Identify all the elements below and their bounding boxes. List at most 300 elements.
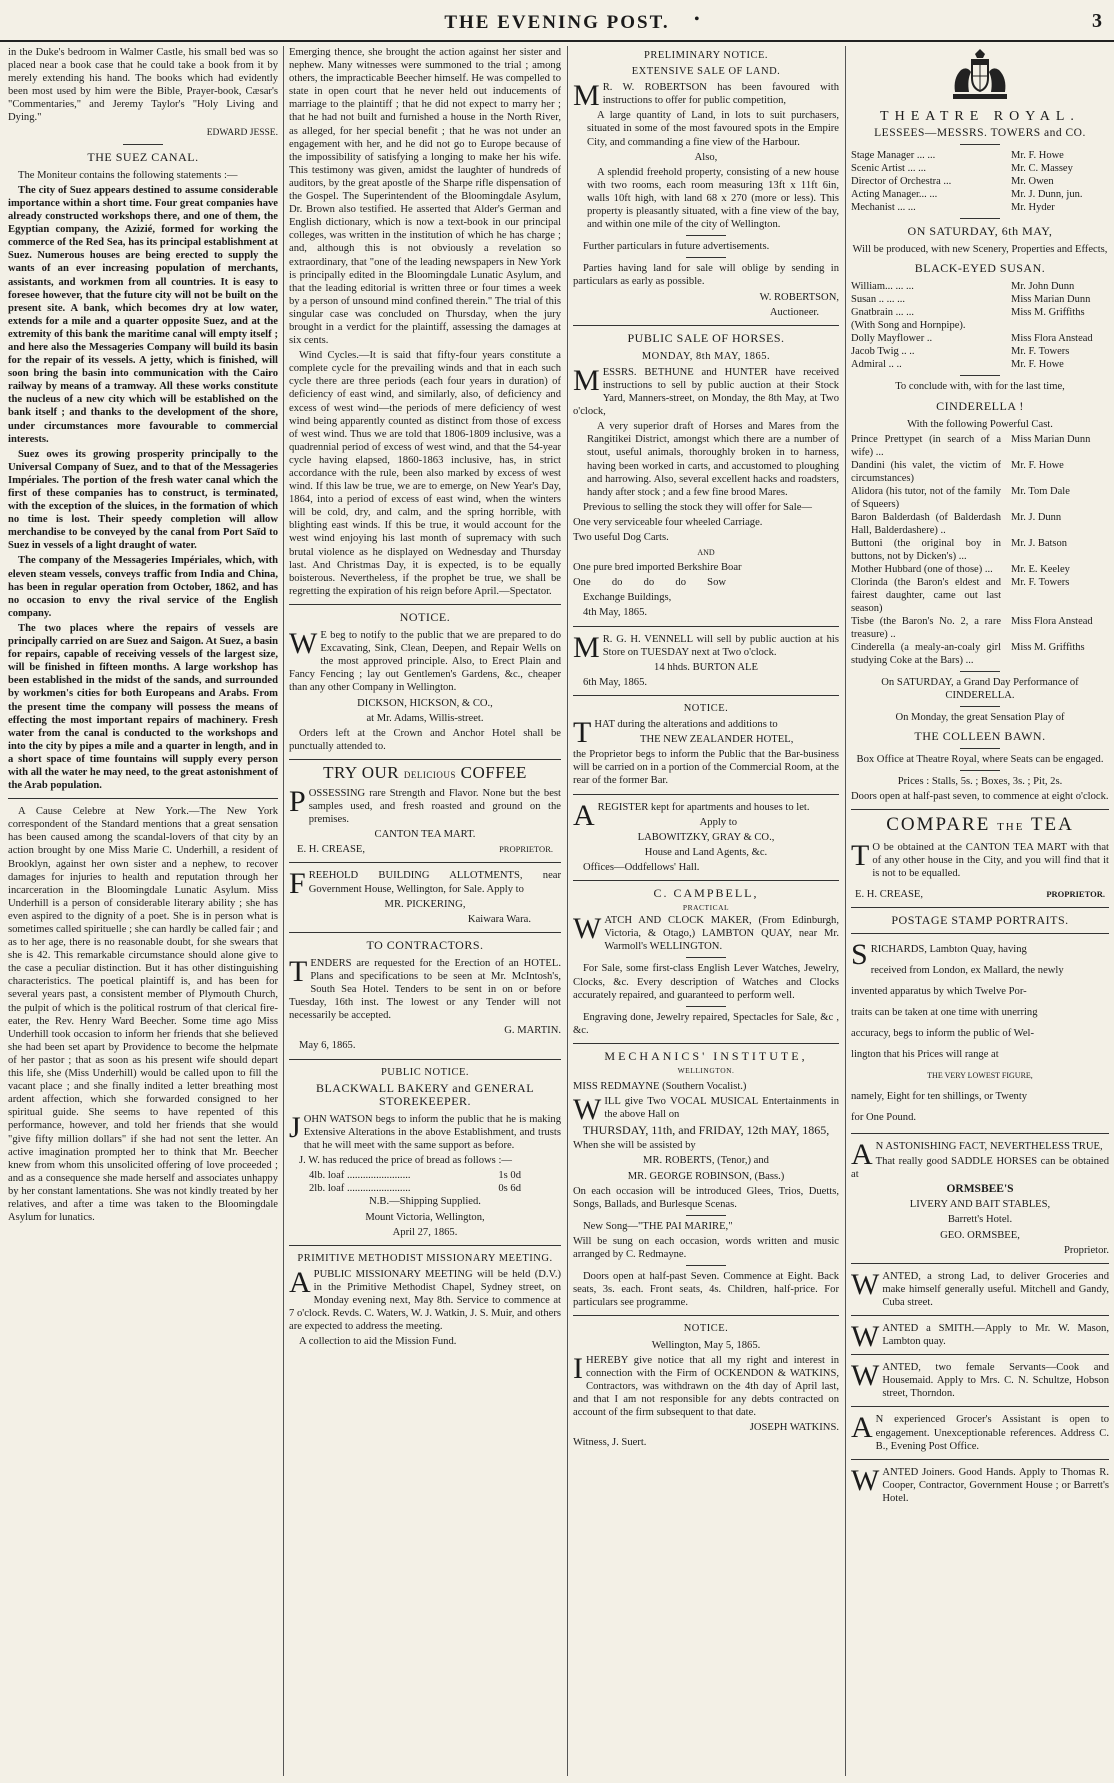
cast-role: Buttoni (the original boy in buttons, not by Dicken's) ... (851, 537, 1001, 562)
cast-actor: Mr. F. Howe (1011, 150, 1064, 162)
cast-actor: Mr. C. Massey (1011, 163, 1073, 175)
advertisement-freehold (289, 869, 561, 925)
cast-role: Dandini (his valet, the victim of circumstances) (851, 459, 1001, 484)
cast-row (851, 280, 1109, 293)
article-text: The company of the Messageries Impériales, which, with eleven steam vessels, conveys traffic from India and China, has been in regular operation from October, 1862, and has no occasion to envy the rival service of the English company. (8, 555, 278, 619)
cast-row (851, 576, 1109, 615)
divider (851, 1406, 1109, 1407)
cast-role: Tisbe (the Baron's No. 2, a rare treasure) .. (851, 615, 1001, 640)
column-4 (851, 46, 1109, 1776)
cast-role: Dolly Mayflower .. (851, 333, 933, 345)
ad-agent: MR. PICKERING, (384, 898, 466, 910)
cast-row (851, 293, 1109, 306)
divider (851, 1354, 1109, 1355)
cast-actor: Mr. John Dunn (1011, 281, 1075, 293)
article-text: Suez owes its growing prosperity principally to the Universal Company of Suez, and to that of the Messageries Impériales. The portion of the fresh water canal which the first of these companies has to construct, is terminated, with the exception of the sluices, in the formation of which no time is lost. Their speedy completion will allow merchandise to be conveyed by the canal from Port Saïd to Suez in vessels of a light draught of water. (8, 448, 278, 552)
ad-heading: TEA (1030, 814, 1074, 836)
ad-text: To conclude with, with for the last time, (895, 381, 1065, 393)
drop-cap: A (851, 1411, 873, 1445)
ad-shop: CANTON TEA MART. (374, 829, 476, 841)
cast-row (851, 358, 1109, 371)
divider (573, 626, 839, 627)
drop-cap: W (573, 1093, 602, 1127)
ad-heading: POSTAGE STAMP PORTRAITS. (891, 912, 1069, 927)
divider (573, 325, 839, 326)
column-rule (567, 46, 568, 1776)
ad-text: Previous to selling the stock they will offer for Sale— (583, 501, 813, 513)
article-heading: THE SUEZ CANAL. (87, 149, 199, 164)
ad-place: Exchange Buildings, (583, 592, 672, 604)
divider (686, 1006, 726, 1007)
cast-role: Mechanist ... ... (851, 202, 916, 214)
ad-text: ORMSBEE'S (946, 1183, 1014, 1196)
ad-text: Box Office at Theatre Royal, where Seats can be engaged. (856, 754, 1104, 766)
ad-text: On SATURDAY, a Grand Day Performance of CINDERELLA. (881, 676, 1079, 701)
classified-ad (851, 1267, 1109, 1309)
ad-text: New Song—"THE PAI MARIRE," (583, 1220, 733, 1232)
cast-row (851, 459, 1109, 485)
divider (960, 770, 1000, 771)
ad-signature: W. ROBERTSON, (759, 291, 839, 303)
cast-role: Scenic Artist ... ... (851, 163, 926, 175)
advertisement-stamp-portraits (851, 914, 1109, 1127)
divider (960, 218, 1000, 219)
ad-text: A very superior draft of Horses and Mares from the Rangitikei District, amongst which there are a number of stout, useful animals, thoroughly broken in to harness, having been worked in carts, and accustomed to ploughing and harrowing. Also, several excellent hacks and roadsters, handy after stock ; and a few fine brood Mares. (587, 421, 839, 498)
drop-cap: T (851, 838, 870, 872)
classified-ad (851, 1463, 1109, 1505)
ad-heading: PUBLIC SALE OF HORSES. (627, 330, 785, 345)
ad-place: Mount Victoria, Wellington, (365, 1211, 485, 1223)
staff-row (851, 188, 1109, 201)
divider (123, 144, 163, 145)
cast-actor: Miss M. Griffiths (1011, 307, 1085, 319)
ad-text: ILL give Two VOCAL MUSICAL Entertainments in the above Hall on (604, 1096, 839, 1121)
ad-text: Doors open at half-past seven, to commence at eight o'clock. (851, 791, 1109, 803)
theatre-heading: THEATRE ROYAL. (880, 109, 1080, 124)
staff-row (851, 162, 1109, 175)
ad-text: HEREBY give notice that all my right and interest in connection with the Firm of OCKENDON & WATKINS, Contractors, was withdrawn on the 4th day of April last, and that I am not responsible for any debts contracted on account of the firm subsequent to that date. (573, 1354, 839, 1418)
ad-text: E beg to notify to the public that we are prepared to do Excavating, Sink, Clean, Deepen, and Repair Wells on the most approved principle. Also, to Erect Plain and Fancy Fencing ; lay out Gentlemen's Gardens, &c., cheaper than any other Company in Wellington. (289, 630, 561, 694)
drop-cap: P (289, 784, 306, 818)
cast-row (851, 563, 1109, 576)
ad-text: On each occasion will be introduced Glees, Trios, Duetts, Songs, Ballads, and Burlesque Scenas. (573, 1185, 839, 1210)
ad-owner: GEO. ORMSBEE, (940, 1229, 1020, 1241)
advertisement-methodist (289, 1252, 561, 1349)
ad-heading: NOTICE. (683, 1323, 729, 1335)
ad-date: April 27, 1865. (392, 1226, 458, 1238)
cast-role: Cinderella (a mealy-an-coaly girl studying Coke at the Bars) ... (851, 641, 1001, 666)
price-item: 4lb. loaf ........................ (309, 1170, 411, 1182)
ad-heading: PRELIMINARY NOTICE. (643, 50, 769, 61)
cast-role: Baron Balderdash (of Balderdash Hall, Balderdashere) .. (851, 511, 1001, 536)
ad-text: MR. ROBERTS, (Tenor,) and (643, 1155, 769, 1167)
ad-text: For Sale, some first-class English Lever Watches, Jewelry, Clocks, &c. Every description of Watches and Clocks accurately repaired, and guaranteed to perform well. (573, 963, 839, 1001)
ad-text: House and Land Agents, &c. (644, 846, 768, 858)
cast-actor: Mr. Hyder (1011, 202, 1055, 214)
ad-owner-title: Proprietor. (1063, 1244, 1109, 1256)
drop-cap: S (851, 937, 868, 971)
ad-text: Two useful Dog Carts. (573, 532, 669, 543)
cast-actor: Mr. J. Dunn (1011, 511, 1062, 523)
advertisement-watchmaker (573, 887, 839, 1037)
cast-actor: Miss Marian Dunn (1011, 294, 1091, 306)
drop-cap: A (851, 1137, 873, 1171)
divider (851, 1459, 1109, 1460)
ad-text: R. G. H. VENNELL will sell by public auction at his Store on TUESDAY next at Two o'clock. (602, 633, 839, 658)
cast-role: Alidora (his tutor, not of the family of Squeers) (851, 485, 1001, 510)
ad-heading: COMPARE (886, 814, 991, 836)
ad-text: R. W. ROBERTSON has been favoured with instructions to offer for public competition, (602, 82, 839, 107)
ad-text: Will be produced, with new Scenery, Properties and Effects, (852, 244, 1108, 256)
advertisement-land-sale (573, 49, 839, 319)
ad-text: traits can be taken at one time with unerring (851, 1006, 1038, 1018)
column-1 (8, 46, 278, 1776)
ad-text: PUBLIC MISSIONARY MEETING will be held (D.V.) in the Primitive Methodist Chapel, Sydney street, on Monday evening next, May 8th. Service to commence at 7 o'clock. Revds. C. Waters, W. J. Watkin, J. S. Muir, and others are expected to address the meeting. (289, 1268, 561, 1333)
ad-text: THE NEW ZEALANDER HOTEL, (639, 734, 794, 746)
cast-actor: Mr. Owen (1011, 176, 1054, 188)
divider (573, 1043, 839, 1044)
ad-text: On Monday, the great Sensation Play of (895, 711, 1065, 723)
cast-role: Stage Manager ... ... (851, 150, 936, 162)
staff-row (851, 149, 1109, 162)
ad-text: invented apparatus by which Twelve Por- (851, 985, 1027, 997)
ad-heading: NOTICE. (683, 702, 729, 714)
masthead (0, 0, 1114, 42)
ad-text: With the following Powerful Cast. (907, 418, 1053, 430)
ad-owner: E. H. CREASE, (855, 888, 923, 900)
ad-signature-title: Auctioneer. (769, 306, 819, 318)
cast-role: Admiral .. .. (851, 359, 902, 371)
ad-text: Parties having land for sale will oblige by sending in particulars as early as possible. (573, 263, 839, 288)
ad-text: N ASTONISHING FACT, NEVERTHELESS TRUE, (875, 1140, 1103, 1152)
ad-text: N.B.—Shipping Supplied. (369, 1196, 481, 1208)
price-item: 2lb. loaf ........................ (309, 1183, 411, 1195)
ad-heading-small: THE (997, 821, 1025, 834)
ad-heading: EXTENSIVE SALE OF LAND. (631, 66, 781, 78)
article-signature: EDWARD JESSE. (206, 127, 278, 138)
ad-text: J. W. has reduced the price of bread as follows :— (299, 1155, 512, 1167)
advertisement-bakery (289, 1066, 561, 1239)
divider (289, 604, 561, 605)
cast-row (851, 485, 1109, 511)
ad-text: That really good SADDLE HORSES can be obtained at (851, 1156, 1109, 1181)
cast-actor: Mr. F. Howe (1011, 459, 1064, 471)
ad-heading: COFFEE (460, 762, 527, 782)
ad-text: REGISTER kept for apartments and houses to let. (597, 801, 810, 813)
ad-text: Apply to (699, 816, 738, 828)
ad-text: A large quantity of Land, in lots to suit purchasers, situated in some of the most favoured spots in the Empire City, and commanding a fine view of the Harbour. (587, 110, 839, 148)
ad-date: 6th May, 1865. (583, 676, 648, 688)
price-row (289, 1182, 561, 1195)
ad-date: Wellington, May 5, 1865. (651, 1339, 761, 1351)
divider (686, 235, 726, 236)
column-rule (283, 46, 284, 1776)
drop-cap: M (573, 630, 600, 664)
drop-cap: M (573, 363, 600, 397)
advertisement-hotel (573, 702, 839, 788)
play-title: CINDERELLA ! (936, 398, 1024, 413)
divider (851, 933, 1109, 934)
ad-text: A splendid freehold property, consisting of a new house with two rooms, each room measuring 13ft x 11ft 6in, walls 10ft high, with land 68 x 270 (more or less). This property is pleasantly situated, with a fine view of the bay, and within one mile of the city of Wellington. (587, 166, 839, 231)
cast-row (851, 332, 1109, 345)
ad-text: 14 hhds. BURTON ALE (654, 661, 758, 673)
ad-text: LIVERY AND BAIT STABLES, (909, 1199, 1051, 1211)
drop-cap: F (289, 867, 306, 901)
ad-date: MONDAY, 8th MAY, 1865. (641, 350, 771, 362)
newspaper-title: THE EVENING POST. (444, 12, 670, 33)
ad-date: 4th May, 1865. (583, 607, 648, 619)
divider (686, 1215, 726, 1216)
ad-text: HAT during the alterations and additions to (594, 719, 778, 731)
ad-text: THE VERY LOWEST FIGURE, (927, 1070, 1033, 1080)
divider (289, 932, 561, 933)
column-rule (845, 46, 846, 1776)
ad-text: lington that his Prices will range at (851, 1048, 999, 1060)
divider (573, 880, 839, 881)
ad-text: OHN WATSON begs to inform the public that he is making Extensive Alterations in the above Establishment, and trusts that he will meet with the same support as before. (303, 1113, 561, 1152)
divider (960, 671, 1000, 672)
cast-role: Acting Manager... ... (851, 189, 938, 201)
drop-cap: W (851, 1359, 880, 1393)
divider (289, 1245, 561, 1246)
ad-heading: TO CONTRACTORS. (366, 937, 484, 952)
ad-text: Orders left at the Crown and Anchor Hotel shall be punctually attended to. (289, 727, 561, 752)
cast-row (851, 641, 1109, 667)
ad-owner: E. H. CREASE, (297, 844, 365, 856)
ad-owner-title: PROPRIETOR. (499, 844, 553, 855)
ad-text: ANTED a SMITH.—Apply to Mr. W. Mason, Lambton quay. (882, 1323, 1109, 1348)
divider (686, 1265, 726, 1266)
cast-actor: Mr. F. Howe (1011, 359, 1064, 371)
divider (851, 809, 1109, 810)
cast-role: (With Song and Hornpipe). (851, 320, 966, 332)
ad-text: A collection to aid the Mission Fund. (299, 1336, 457, 1348)
ad-heading: PRIMITIVE METHODIST MISSIONARY MEETING. (297, 1252, 553, 1264)
ad-heading: TRY OUR (323, 762, 400, 782)
ad-text: Also, (694, 151, 718, 163)
ad-text: MR. GEORGE ROBINSON, (Bass.) (627, 1170, 785, 1182)
divider (851, 1133, 1109, 1134)
column-2 (289, 46, 561, 1776)
cast-actor: Miss Flora Anstead (1011, 333, 1093, 345)
article-text: A Cause Celebre at New York.—The New York correspondent of the Standard mentions that a great sensation has been caused among the scandal-lovers of that city by an action brought by one Miss Marie C. Underhill, a resident of Brooklyn, against her own sister and a nephew, to recover damages for injuries to health and reputation through her incarceration in the Bloomingdale Lunatic Asylum. Miss Underhill is a person of considerable literary ability ; she has even aspired to the dignity of a poet. She is in person what is sometimes called spirituelle ; she can hardly be called fair ; and as to her age, there is no reasonable doubt, for she swears that she is 42. This remarkable circumstance should alone give to the case a peculiar distinction. But it has other distinguishing characteristics. The poetical plaintiff is, and has been for several years past, a consistent member of Plymouth Church, the pulpit of which is the political rostrum of that clerical fire-eater, the Rev. Henry Ward Beecher. Some time ago Miss Underhill took occasion to inform her friends that she believed she had been set apart by Providence to become the helpmate of her pastor ; that as soon as his present wife should depart this life, she (Miss Underhill) would be called upon to fill the vacant place ; and she finally indited a letter breathing most ardent affection, which she forwarded consigned to her spiritual guide. She seems to have repented of this performance, however, and told her friends that she would "give fifty million dollars" if she had not sent the letter. An active imagination prompted her to think that Mr. Beecher knew from whom this unsolicited offering of love proceeded ; and as a consequence she made herself and associates unhappy by her constant lamentations. She was not kindly treated by her relatives, and after a time was taken to the Bloomingdale Asylum for lunatics. (8, 806, 278, 1224)
cast-role: Gnatbrain ... ... (851, 307, 914, 319)
ad-text: AND (697, 548, 715, 558)
ad-text: ANTED Joiners. Good Hands. Apply to Thomas R. Cooper, Contractor, Government House ; or Barrett's Hotel. (882, 1466, 1109, 1504)
cast-role: Jacob Twig .. .. (851, 346, 915, 358)
cast-row (851, 433, 1109, 459)
ad-text: When she will be assisted by (573, 1140, 696, 1152)
ad-text: ANTED, a strong Lad, to deliver Groceries and make himself generally useful. Mitchell and Gandy, Cuba street. (882, 1270, 1109, 1308)
divider (851, 1315, 1109, 1316)
ad-text: ANTED, two female Servants—Cook and Housemaid. Apply to Mrs. C. N. Schultze, Hobson street, Thorndon. (882, 1362, 1109, 1400)
ad-heading: C. CAMPBELL, (653, 885, 759, 900)
cast-actor: Mr. Tom Dale (1011, 485, 1070, 497)
drop-cap: I (573, 1351, 583, 1385)
ad-text: One pure bred imported Berkshire Boar (573, 562, 742, 574)
ad-text: ESSRS. BETHUNE and HUNTER have received instructions to sell by public auction at their Stock Yard, Manners-street, on Monday, the 8th May, at Two o'clock, (573, 366, 839, 418)
divider (289, 759, 561, 760)
advertisement-livery-stables (851, 1137, 1109, 1257)
advertisement-vennell (573, 630, 839, 689)
drop-cap: A (573, 798, 595, 832)
cast-row (851, 537, 1109, 563)
article-text: The Moniteur contains the following statements :— (18, 169, 238, 181)
masthead-dot: • (694, 11, 700, 28)
ad-text: One do do do Sow (573, 577, 727, 589)
play-title: THE COLLEEN BAWN. (914, 729, 1046, 744)
divider (573, 794, 839, 795)
ad-heading: NOTICE. (399, 609, 451, 624)
ad-heading-small: DELICIOUS (403, 769, 456, 780)
article-text: Wind Cycles.—It is said that fifty-four years constitute a complete cycle for the prevailing winds and that in each such cycle there are three periods (each four years in duration) of deficiency of east wind, and similarly, also, of deficiency and excess of west wind—the periods of mere deficiency of west wind being apparently counted as distinct from those of excess of west wind. Thus we are told that 1806-1809 inclusive, was a quadrennial period of excess of west wind, and that the 54-year cycle having elapsed, 1860-1863 inclusive, has, in strict accordance with the rule, been also marked by excess of west wind. If this law be true, we are to emerge, on New Year's Day, 1864, into a period of excess of east wind, when the winters will be cold, dry, and calm, and the spring horrible, with blighting east winds. If this be true, it would account for the west wind enjoying his last month of supremacy with such brutal violence as he displayed on Wednesday and Thursday last. And Christmas Day, it is expected, is to be equally boisterous. Nevertheless, if the prophet be true, we shall be regretting the expiration of his reign before April.—Spectator. (289, 350, 561, 597)
drop-cap: W (851, 1463, 880, 1497)
cast-actor: Mr. J. Dunn, jun. (1011, 189, 1083, 201)
drop-cap: J (289, 1110, 301, 1144)
ad-text: ENDERS are requested for the Erection of an HOTEL. Plans and specifications to be seen at Mr. McIntosh's, South Sea Hotel. Tenders to be sent in on or before Tuesday, 16th inst. The lowest or any Tender will not necessarily be accepted. (289, 957, 561, 1022)
price-row (289, 1169, 561, 1182)
drop-cap: W (289, 627, 318, 661)
ad-firm: LABOWITZKY, GRAY & CO., (637, 831, 775, 843)
classified-ad (851, 1361, 1109, 1400)
divider (686, 257, 726, 258)
cast-actor: Miss M. Griffiths (1011, 641, 1085, 653)
theatre-lessees: LESSEES—MESSRS. TOWERS and CO. (874, 127, 1086, 140)
drop-cap: M (573, 79, 600, 113)
ad-text: Will be sung on each occasion, words written and music arranged by C. Redmayne. (573, 1235, 839, 1261)
divider (851, 907, 1109, 908)
cast-role: Director of Orchestra ... (851, 176, 952, 188)
divider (289, 1059, 561, 1060)
cast-row (851, 319, 1109, 332)
ad-date: May 6, 1865. (299, 1040, 356, 1052)
article-text: in the Duke's bedroom in Walmer Castle, his small bed was so placed near a book case that he could take a book from it by merely extending his hand. The books which had evidently been most used by him were the Bible, Prayer-book, Cæsar's "Commentaries," and Jeremy Taylor's "Holy Living and Dying." (8, 47, 278, 124)
cast-row (851, 345, 1109, 358)
cast-role: Susan .. ... ... (851, 294, 905, 306)
classified-ad (851, 1413, 1109, 1452)
cast-row (851, 615, 1109, 641)
ad-text: Further particulars in future advertisements. (583, 241, 770, 253)
ad-address: at Mr. Adams, Willis-street. (366, 712, 484, 724)
ad-text: O be obtained at the CANTON TEA MART with that of any other house in the City, and you will find that it is not to be equalled. (872, 841, 1109, 879)
divider (686, 957, 726, 958)
ad-text: namely, Eight for ten shillings, or Twenty (851, 1090, 1028, 1102)
divider (960, 375, 1000, 376)
drop-cap: W (851, 1267, 880, 1301)
price-value: 0s 6d (498, 1183, 521, 1195)
cast-list (851, 433, 1109, 667)
drop-cap: T (573, 716, 592, 750)
cast-role: Clorinda (the Baron's eldest and fairest daughter, came out last season) (851, 576, 1001, 614)
ad-subheading: WELLINGTON. (677, 1066, 735, 1075)
cast-actor: Mr. F. Towers (1011, 576, 1070, 588)
play-title: BLACK-EYED SUSAN. (914, 261, 1046, 276)
classified-ad (851, 1320, 1109, 1353)
cast-role: William... ... ... (851, 281, 914, 293)
ad-heading: PUBLIC NOTICE. (380, 1066, 470, 1078)
divider (573, 695, 839, 696)
price-value: 1s 0d (498, 1170, 521, 1182)
ad-witness: Witness, J. Suert. (573, 1437, 647, 1449)
drop-cap: W (851, 1320, 880, 1353)
ad-subheading: PRACTICAL (682, 903, 730, 913)
ad-text: received from London, ex Mallard, the newly (870, 964, 1064, 976)
advertisement-mechanics-institute (573, 1050, 839, 1310)
cast-list (851, 280, 1109, 371)
article-text: The city of Suez appears destined to assume considerable importance within a short time. Four great companies have already constructed workshops there, and one of them, the Egyptian company, the Azizié, formed for working the commerce of the Red Sea, has its principal establishment at Suez. Numerous houses are being erected to supply the wants of an ever increasing population of merchants, assistants, and workmen from all countries. It is easy to foresee however, that the future city will not be built on the present site. A bank, which becomes dry at low water, extends for a mile and a quarter opposite Suez, and at the extremity of this bank the maritime canal will empty itself ; and here also the Messageries Company will build its basin for the repair of its vessels. A jetty, which is finished, will soon bring the basin into communication with the Cairo railway by means of a tramway. All these works constitute the nucleus of a new city which will be established on the bank itself ; and thanks to the development of the shore, under circumstances more favourable to commercial interests. (8, 184, 278, 445)
ad-text: for One Pound. (851, 1111, 917, 1123)
ad-text: Barrett's Hotel. (947, 1214, 1013, 1226)
staff-row (851, 175, 1109, 188)
ad-text: N experienced Grocer's Assistant is open to engagement. Unexceptionable references. Address C. B., Evening Post Office. (875, 1414, 1109, 1452)
divider (960, 144, 1000, 145)
divider (8, 798, 278, 799)
cast-actor: Miss Marian Dunn (1011, 433, 1091, 445)
ad-text: Doors open at half-past Seven. Commence at Eight. Back seats, 3s. each. Front seats, 4s. Children, half-price. For particulars see programme. (573, 1271, 839, 1309)
ad-text: ATCH AND CLOCK MAKER, (From Edinburgh, Victoria, & Otago,) LAMBTON QUAY, near Mr. Warmoll's WELLINGTON. (604, 915, 839, 953)
cast-row (851, 306, 1109, 319)
divider (960, 706, 1000, 707)
page-number: 3 (1092, 10, 1102, 32)
ad-firm: DICKSON, HICKSON, & CO., (357, 697, 493, 709)
performance-date: ON SATURDAY, 6th MAY, (907, 224, 1053, 239)
advertisement-wells (289, 611, 561, 753)
divider (289, 862, 561, 863)
drop-cap: W (573, 912, 602, 946)
ad-text: MISS REDMAYNE (Southern Vocalist.) (573, 1081, 747, 1093)
cast-actor: Mr. F. Towers (1011, 346, 1070, 358)
ad-prices: Prices : Stalls, 5s. ; Boxes, 3s. ; Pit, 2s. (897, 776, 1063, 788)
ad-text: Offices—Oddfellows' Hall. (583, 861, 700, 873)
cast-row (851, 511, 1109, 537)
cast-actor: Miss Flora Anstead (1011, 615, 1093, 627)
ad-signature: JOSEPH WATKINS. (749, 1422, 839, 1434)
drop-cap: T (289, 954, 308, 988)
staff-row (851, 201, 1109, 214)
cast-actor: Mr. J. Batson (1011, 537, 1068, 549)
drop-cap: A (289, 1265, 311, 1299)
ad-place: Kaiwara Wara. (467, 913, 531, 925)
advertisement-contractors (289, 939, 561, 1053)
article-text: Emerging thence, she brought the action against her sister and nephew. Many witnesses were summoned to the trial ; among others, the impracticable Beecher himself. He was compelled to state in open court that he never held out inducements of marriage to the plaintiff ; that he did not expect to marry her ; that he had not built and furnished a house in the North River, as alleged, for her special benefit ; that he was not under an engagement with her, and he did not go to Europe because of the impossibility of satisfying a longing to make her his wife. This testimony was given, amidst the laughter of hundreds of auditors, by the great apostle of the Sharpe rifle dispensation of the Gospel. The Superintendent of the Bloomingdale Asylum, Dr. Brown also testified. He asserted that Alder's German and English dictionary, which is now a text-book in our principal colleges, was written in the institution of which he has charge ; and, although this is not obviously a revelation so extraordinary, that "one of the leading newspapers in New York is principally edited in the Bloomingdale Lunatic Asylum, and that the leading editorial is written three or four times a week by a person of unsound mind confined therein." The trial of this singular case was concluded on Thursday, when the jury brought in a verdict for the plaintiff, assessing the damages at six cents. (289, 47, 561, 347)
cast-actor (1011, 319, 1109, 332)
theatre-staff-list (851, 149, 1109, 214)
article-text: The two places where the repairs of vessels are principally carried on are Suez and Saigon. At Suez, a basin for repairs, capable of receiving vessels of the largest size, will be finished in fifteen months. A large workshop has been established in the midst of the sands, and surrounded by workmen's cities for both Europeans and Arabs. From the present time the company will possess the means of effecting the most important repairs of machinery. Fresh water from the canal is conducted to the workshops and into the city by pipes a mile and a quarter in length, and in a short space of time fountains will supply every person with all the water he may need, to the great astonishment of the Arab population. (8, 622, 278, 792)
ad-heading: BLACKWALL BAKERY and GENERAL STOREKEEPER. (315, 1080, 535, 1108)
divider (573, 1315, 839, 1316)
divider (851, 1263, 1109, 1264)
advertisement-watkins (573, 1322, 839, 1449)
ad-owner-title: PROPRIETOR. (1046, 888, 1105, 899)
advertisement-register (573, 798, 839, 874)
ad-text: One very serviceable four wheeled Carriage. (573, 516, 763, 528)
cast-actor: Mr. E. Keeley (1011, 563, 1070, 575)
ad-text: THURSDAY, 11th, and FRIDAY, 12th MAY, 1865, (582, 1123, 830, 1138)
ad-text: REEHOLD BUILDING ALLOTMENTS, near Government House, Wellington, for Sale. Apply to (308, 870, 561, 895)
ad-heading: MECHANICS' INSTITUTE, (604, 1048, 808, 1063)
ad-text: the Proprietor begs to inform the Public that the Bar-business will be carried on in a portion of the Commercial Room, at the rear of the former Bar. (573, 749, 839, 787)
advertisement-coffee (289, 762, 561, 857)
column-3 (573, 46, 839, 1776)
ad-text: RICHARDS, Lambton Quay, having (870, 943, 1027, 955)
cast-role: Prince Prettypet (in search of a wife) ... (851, 433, 1001, 458)
ad-text: accuracy, begs to inform the public of Wel- (851, 1027, 1034, 1039)
advertisement-horses (573, 332, 839, 620)
royal-coat-of-arms-icon (945, 48, 1015, 104)
divider (960, 748, 1000, 749)
ad-text: OSSESSING rare Strength and Flavor. None but the best samples used, and fresh roasted and ground on the premises. (308, 787, 561, 826)
ad-text: Engraving done, Jewelry repaired, Spectacles for Sale, &c , &c. (573, 1011, 839, 1036)
